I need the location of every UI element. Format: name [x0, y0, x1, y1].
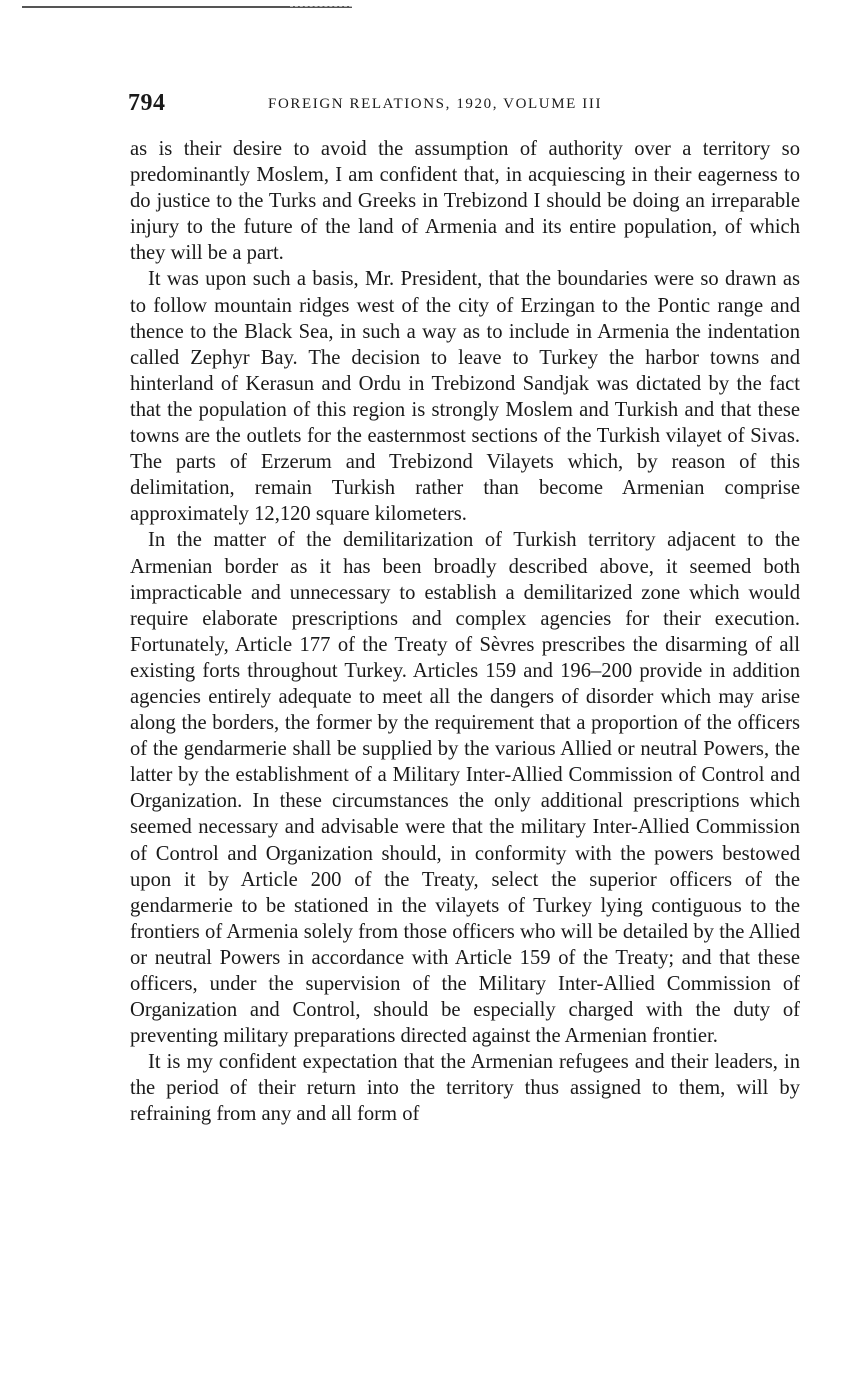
paragraph-demilitarization: In the matter of the demilitarization of Turkish territory adjacent to the Armenian border as it has been broadly described above, it seemed both impracticable and unnecessary to establish a demilitarized zone which would require elaborate prescriptions and complex agencies for their execution. Fortunately, Article 177 of the Treaty of Sèvres prescribes the disarming of all existing forts throughout Turkey. Articles 159 and 196–200 provide in addition agencies entirely adequate to meet all the dangers of disorder which may arise along the borders, the former by the requirement that a proportion of the officers of the gendarmerie shall be supplied by the various Allied or neutral Powers, the latter by the establishment of a Military Inter-Allied Commission of Control and Organization. In these circumstances the only additional prescriptions which seemed necessary and advisable were that the military Inter-Allied Commission of Control and Organization should, in conformity with the powers bestowed upon it by Article 200 of the Treaty, select the superior officers of the gendarmerie to be stationed in the vilayets of Turkey lying contiguous to the frontiers of Armenia solely from those officers who will be detailed by the Allied or neutral Powers in accordance with Article 159 of the Treaty; and that these officers, under the supervision of the Military Inter-Allied Commission of Organization and Control, should be especially charged with the duty of preventing military preparations directed against the Armenian frontier. [130, 529, 800, 1048]
page-number: 794 [128, 90, 166, 116]
top-rule-fade [290, 6, 352, 7]
paragraph-boundaries: It was upon such a basis, Mr. President, that the boundaries were so drawn as to follow mountain ridges west of the city of Erzingan to the Pontic range and thence to the Black Sea, in such a way as to include in Armenia the indentation called Zephyr Bay. The decision to leave to Turkey the harbor towns and hinterland of Kerasun and Ordu in Trebizond Sandjak was dictated by the fact that the population of this region is strongly Moslem and Turkish and that these towns are the outlets for the easternmost sections of the Turkish vilayet of Sivas. The parts of Erzerum and Trebizond Vilayets which, by reason of this delimitation, remain Turkish rather than become Armenian comprise approximately 12,120 square kilometers. [130, 268, 800, 526]
paragraph-continuation: as is their desire to avoid the assumption of authority over a territory so predominantly Moslem, I am confident that, in acquiescing in their eagerness to do justice to the Turks and Greeks in Trebizond I should be doing an irreparable injury to the future of the land of Armenia and its entire population, of which they will be a part. [130, 138, 800, 265]
paragraph-refugees: It is my confident expectation that the Armenian refugees and their leaders, in the period of their return into the territory thus assigned to them, will by refraining from any and all form of [130, 1051, 800, 1126]
running-title: FOREIGN RELATIONS, 1920, VOLUME III [268, 96, 603, 112]
running-header [128, 90, 798, 120]
body-text [130, 136, 800, 1128]
